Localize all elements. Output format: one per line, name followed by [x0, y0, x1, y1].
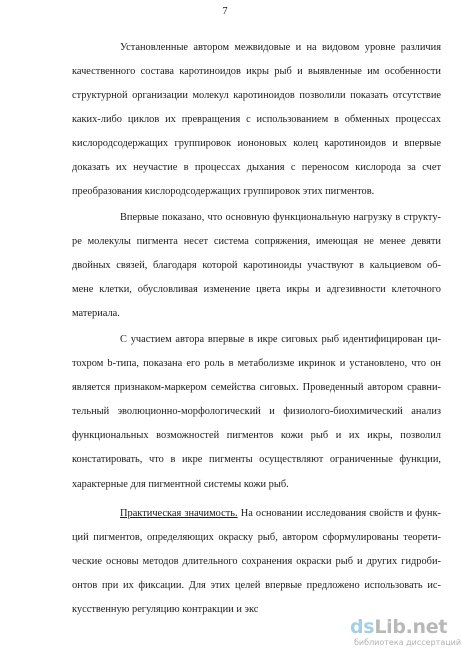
paragraph-line: С участием автора впервые в икре сиговых рыб идентифицирован ци-: [120, 334, 441, 345]
paragraph-line: является признаком-маркером семейства сиговых. Проведенный автором сравни-: [72, 382, 441, 393]
paragraph-line: ций пигментов, определяющих окраску рыб, автором сформулированы теорети-: [72, 532, 441, 543]
paragraph-line: качественного состава каротиноидов икры рыб и выявленные им особенности: [72, 66, 441, 77]
paragraph-line: Впервые показано, что основную функциональную нагрузку в структу-: [120, 212, 441, 223]
page-number: 7: [222, 6, 228, 17]
paragraph-line: кусственную регуляцию контракции и экс: [72, 604, 259, 615]
paragraph-line-rest: На основании исследования свойств и функ-: [237, 508, 442, 519]
dslib-watermark: [350, 616, 461, 648]
paragraph-line: функциональных возможностей пигментов кожи рыб и их икры, позволил: [72, 430, 441, 441]
dslib-logo: dsLib.net: [350, 616, 448, 638]
dslib-caption: библиотека диссертаций: [354, 638, 461, 647]
paragraph-line: тохром b-типа, показана его роль в метаболизме икринок и установлено, что он: [72, 358, 441, 369]
paragraph-line: [120, 508, 441, 520]
paragraph-line: онтов при их фиксации. Для этих целей впервые предложено использовать ис-: [72, 580, 441, 591]
paragraph-line: тельный эволюционно-морфологический и физиолого-биохимический анализ: [72, 406, 441, 417]
paragraph-line: каких-либо циклов их превращения с использованием в обменных процессах: [72, 114, 441, 125]
paragraph-line: двойных связей, благодаря которой каротиноиды участвуют в кальциевом об-: [72, 260, 441, 271]
paragraph-line: констатировать, что в икре пигменты осуществляют ограниченные функции,: [72, 454, 441, 465]
paragraph-line: Установленные автором межвидовые и на видовом уровне различия: [120, 42, 441, 53]
paragraph-line: ре молекулы пигмента несет система сопряжения, имеющая не менее девяти: [72, 236, 441, 247]
paragraph-line: доказать их неучастие в процессах дыхания с переносом кислорода за счет: [72, 162, 441, 173]
paragraph-line: структурной организации молекул каротиноидов позволили показать отсутствие: [72, 90, 441, 101]
paragraph-line: материала.: [72, 308, 120, 319]
paragraph-line: ческие основы методов длительного сохранения окраски рыб и других гидроби-: [72, 556, 441, 567]
paragraph-line: кислородсодержащих группировок иононовых колец каротиноидов и впервые: [72, 138, 441, 149]
paragraph-line: преобразования кислородсодержащих группировок этих пигментов.: [72, 186, 375, 197]
practical-significance-heading: Практическая значимость.: [120, 508, 238, 519]
paragraph-line: мене клетки, обусловливая изменение цвета икры и адгезивности клеточного: [72, 284, 441, 295]
paragraph-line: характерные для пигментной системы кожи рыб.: [72, 479, 289, 490]
